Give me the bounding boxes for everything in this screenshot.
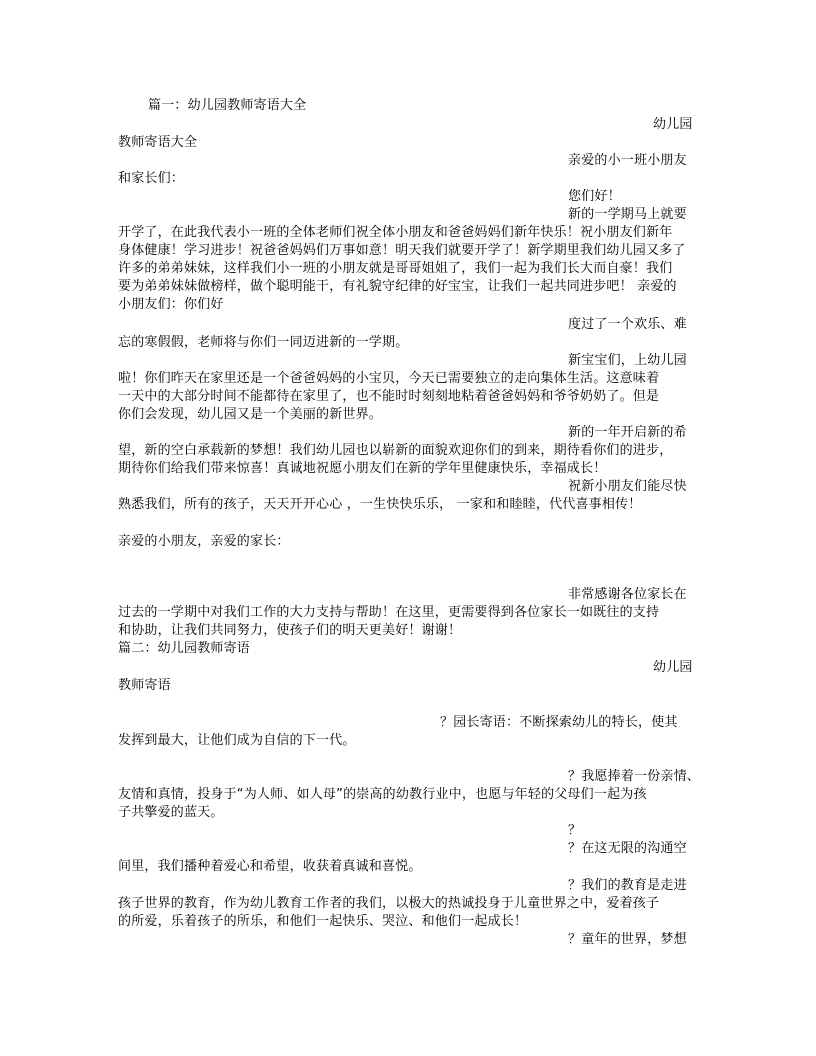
quote-line: 孩子世界的教育，作为幼儿教育工作者的我们，以极大的热诚投身于儿童世界之中，爱着孩子	[118, 896, 660, 911]
paragraph-line: 许多的弟弟妹妹，这样我们小一班的小朋友就是哥哥姐姐了，我们一起为我们长大而自豪！我们	[118, 261, 673, 276]
quote-line: 间里，我们播种着爱心和希望，收获着真诚和喜悦。	[118, 859, 422, 874]
section1-heading: 篇一：幼儿园教师寄语大全	[148, 98, 307, 113]
quote-line: ？在这无限的沟通空	[568, 841, 687, 856]
section2-title-part1: 幼儿园	[653, 660, 693, 675]
paragraph-line: 和协助，让我们共同努力，使孩子们的明天更美好！谢谢！	[118, 623, 462, 638]
paragraph-line: 新宝宝们，上幼儿园	[568, 353, 687, 368]
quote-line: ？我愿捧着一份亲情、	[568, 769, 701, 784]
paragraph-line: 祝新小朋友们能尽快	[568, 479, 687, 494]
paragraph-line: 新的一学期马上就要	[568, 207, 687, 222]
paragraph-line: 非常感谢各位家长在	[568, 587, 687, 602]
paragraph-line: 忘的寒假假，老师将与你们一同迈进新的一学期。	[118, 335, 409, 350]
greeting-line: 亲爱的小一班小朋友	[568, 153, 687, 168]
quote-line: ？童年的世界，梦想	[568, 932, 687, 947]
paragraph-line: 身体健康！学习进步！祝爸爸妈妈们万事如意！明天我们就要开学了！新学期里我们幼儿园又多了	[118, 243, 686, 258]
quote-line: ？我们的教育是走进	[568, 878, 687, 893]
quote-line: 发挥到最大，让他们成为自信的下一代。	[118, 733, 356, 748]
paragraph-line: 度过了一个欢乐、难	[568, 317, 687, 332]
section1-title-part2: 教师寄语大全	[118, 135, 198, 150]
paragraph-line: 开学了，在此我代表小一班的全体老师们祝全体小朋友和爸爸妈妈们新年快乐！祝小朋友们新年	[118, 225, 673, 240]
paragraph-line: 新的一年开启新的希	[568, 425, 687, 440]
quote-line: ？园长寄语：不断探索幼儿的特长，使其	[440, 715, 678, 730]
paragraph-line: 一天中的大部分时间不能都待在家里了，也不能时时刻刻地粘着爸爸妈妈和爷爷奶奶了。但是	[118, 389, 660, 404]
paragraph-line: 熟悉我们，所有的孩子，天天开开心心 ，一生快快乐乐， 一家和和睦睦，代代喜事相传！	[118, 497, 642, 512]
quote-line: 友情和真情，投身于“为人师、如人母”的崇高的幼教行业中，也愿与年轻的父母们一起为孩	[118, 787, 647, 802]
section2-title-part2: 教师寄语	[118, 678, 171, 693]
paragraph-line: 要为弟弟妹妹做榜样，做个聪明能干，有礼貌守纪律的好宝宝，让我们一起共同进步吧！ 亲爱的	[118, 279, 677, 294]
greeting-hello: 您们好！	[568, 189, 621, 204]
paragraph-line: 小朋友们：你们好	[118, 297, 224, 312]
quote-line: 的所爱，乐着孩子的所乐，和他们一起快乐、哭泣、和他们一起成长！	[118, 914, 528, 929]
section2-heading: 篇二：幼儿园教师寄语	[118, 641, 251, 656]
quote-line: ？	[568, 823, 582, 838]
quote-line: 子共擎爱的蓝天。	[118, 805, 224, 820]
paragraph-line: 望，新的空白承载新的梦想！我们幼儿园也以崭新的面貌欢迎你们的到来，期待看你们的进步，	[118, 443, 673, 458]
section1-title-part1: 幼儿园	[653, 117, 693, 132]
paragraph-line: 啦！你们昨天在家里还是一个爸爸妈妈的小宝贝，今天已需要独立的走向集体生活。这意味着	[118, 371, 660, 386]
greeting-line: 和家长们：	[118, 171, 185, 186]
paragraph-line: 你们会发现，幼儿园又是一个美丽的新世界。	[118, 407, 383, 422]
paragraph-line: 亲爱的小朋友，亲爱的家长：	[118, 534, 290, 549]
paragraph-line: 期待你们给我们带来惊喜！真诚地祝愿小朋友们在新的学年里健康快乐，幸福成长！	[118, 461, 607, 476]
paragraph-line: 过去的一学期中对我们工作的大力支持与帮助！在这里，更需要得到各位家长一如既往的支持	[118, 605, 660, 620]
